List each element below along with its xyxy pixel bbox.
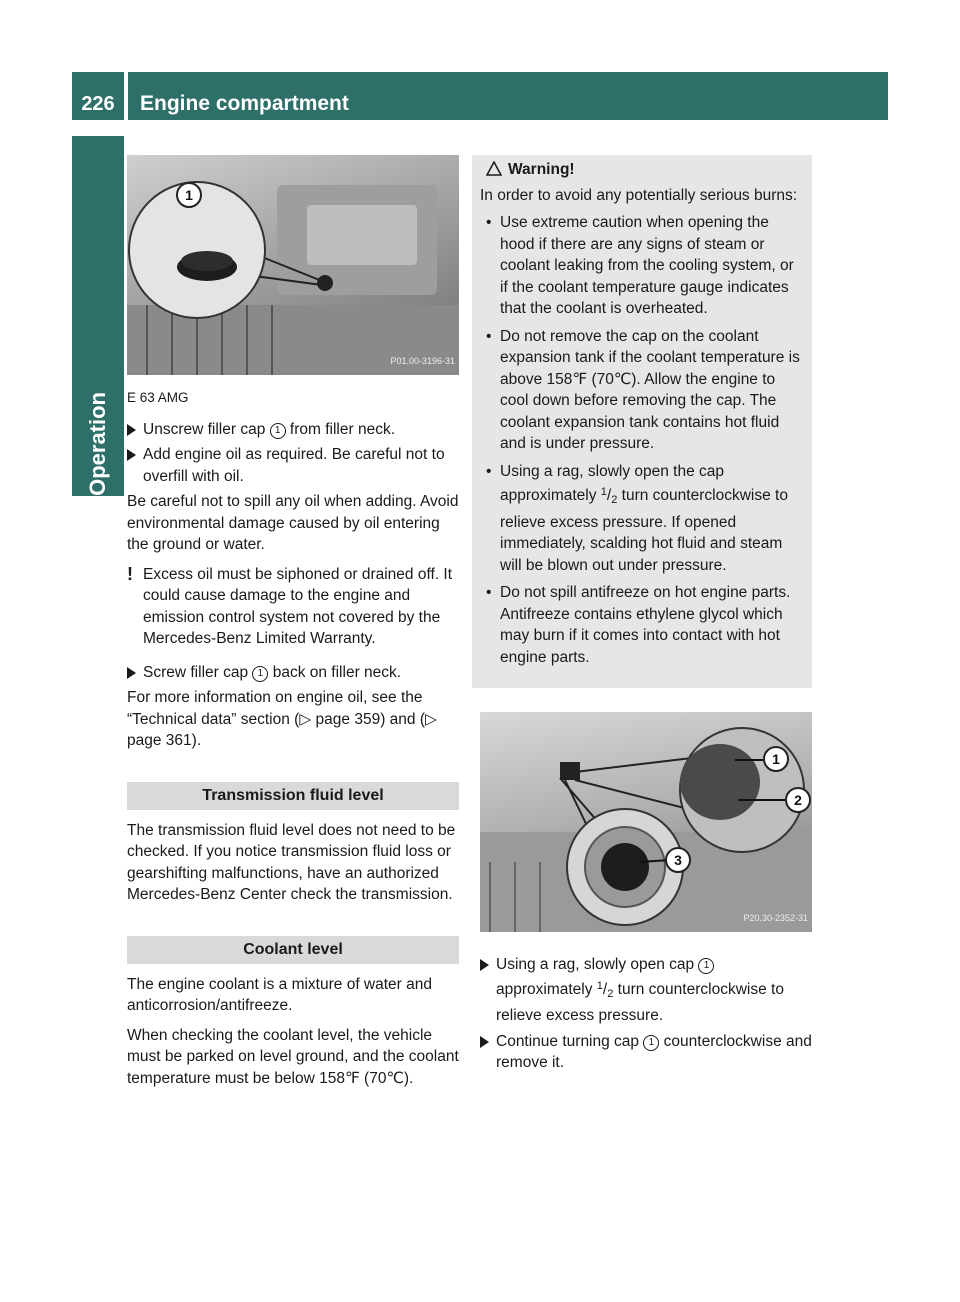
warning-bullet-rag: • Using a rag, slowly open the cap approximately $^1$/2 turn counterclockwise to relieve excess pressure. If opened immediately, scalding hot fluid and steam will be blown out under pressure. <box>484 461 804 577</box>
engine-illustration <box>127 155 459 375</box>
heading-transmission: Transmission fluid level <box>127 782 459 810</box>
warning-header: Warning! <box>480 159 804 181</box>
warning-bullet-cap: • Do not remove the cap on the coolant expansion tank if the coolant temperature is above 158℉ (70℃). Allow the engine to cool down before removing the cap. The coolant expansion tank contains hot fluid and is under pressure. <box>484 326 804 455</box>
step-add-oil: Add engine oil as required. Be careful not to overfill with oil. <box>127 444 459 487</box>
page-ref-arrow-icon: ▷ <box>425 710 437 728</box>
side-tab-label-wrap <box>72 136 124 496</box>
left-column <box>127 155 459 1097</box>
paragraph-transmission: The transmission fluid level does not need to be checked. If you notice transmission fluid loss or gearshifting malfunctions, have an authorized Mercedes-Benz Center check the transmission. <box>127 821 456 903</box>
warning-bullet-antifreeze: • Do not spill antifreeze on hot engine parts. Antifreeze contains ethylene glycol which may burn if it comes into contact with hot engine parts. <box>484 582 804 668</box>
warning-bullet-hood: • Use extreme caution when opening the hood if there are any signs of steam or coolant leaking from the cooling system, or if the coolant temperature gauge indicates that the coolant is overheated. <box>484 212 804 320</box>
coolant-illustration <box>480 712 812 932</box>
step-open-cap: Using a rag, slowly open cap 1 approximately $^1$/2 turn counterclockwise to relieve excess pressure. <box>480 954 812 1027</box>
page-ref-359[interactable]: page 359 <box>315 710 381 728</box>
photo1-caption: E 63 AMG <box>127 390 189 405</box>
callout-1-icon: 1 <box>270 423 286 439</box>
side-tab-label: Operation <box>85 392 110 496</box>
step-remove-cap: Continue turning cap 1 counterclockwise and remove it. <box>480 1031 812 1074</box>
callout-1-icon: 1 <box>643 1035 659 1051</box>
page-title: Engine compartment <box>140 92 349 115</box>
page-number: 226 <box>81 93 115 115</box>
callout-1-icon: 1 <box>252 666 268 682</box>
paragraph-coolant-mixture: The engine coolant is a mixture of water and anticorrosion/antifreeze. <box>127 975 433 1014</box>
step-screw-cap: Screw filler cap 1 back on filler neck. <box>127 662 459 684</box>
photo2-code: P20.30-2352-31 <box>743 912 808 923</box>
right-column <box>480 155 812 1078</box>
photo2-callout-3: 3 <box>674 852 682 868</box>
warning-triangle-icon <box>486 161 502 176</box>
page-ref-361[interactable]: page 361 <box>127 732 192 749</box>
paragraph-coolant-check: When checking the coolant level, the vehicle must be parked on level ground, and the coolant temperature must be below 158℉ (70℃). <box>127 1026 459 1087</box>
warning-box <box>472 155 812 688</box>
step-arrow-icon <box>127 449 136 461</box>
photo1-code: P01.00-3196-31 <box>390 355 455 366</box>
callout-1-icon: 1 <box>698 958 714 974</box>
coolant-tank-photo <box>480 712 812 932</box>
warning-intro: In order to avoid any potentially serious burns: <box>480 186 798 204</box>
photo1-callout-1: 1 <box>185 187 193 203</box>
step-arrow-icon <box>127 667 136 679</box>
heading-coolant: Coolant level <box>127 936 459 964</box>
engine-oil-filler-photo <box>127 155 459 375</box>
step-arrow-icon <box>127 424 136 436</box>
page-ref-arrow-icon: ▷ <box>299 710 316 728</box>
exclamation-icon: ! <box>127 563 133 584</box>
photo2-callout-2: 2 <box>794 792 802 808</box>
paragraph-more-info: For more information on engine oil, see the “Technical data” section (▷ page 359) and (▷ page 361). <box>127 689 437 749</box>
photo2-callout-1: 1 <box>772 751 780 767</box>
header-divider <box>124 72 128 120</box>
paragraph-spill: Be careful not to spill any oil when adding. Avoid environmental damage caused by oil entering the ground or water. <box>127 493 459 553</box>
step-unscrew-cap: Unscrew filler cap 1 from filler neck. <box>127 419 459 441</box>
step-arrow-icon <box>480 959 489 971</box>
note-excess-oil: ! Excess oil must be siphoned or drained off. It could cause damage to the engine and emission control system not covered by the Mercedes-Benz Limited Warranty. <box>127 563 453 647</box>
step-arrow-icon <box>480 1036 489 1048</box>
